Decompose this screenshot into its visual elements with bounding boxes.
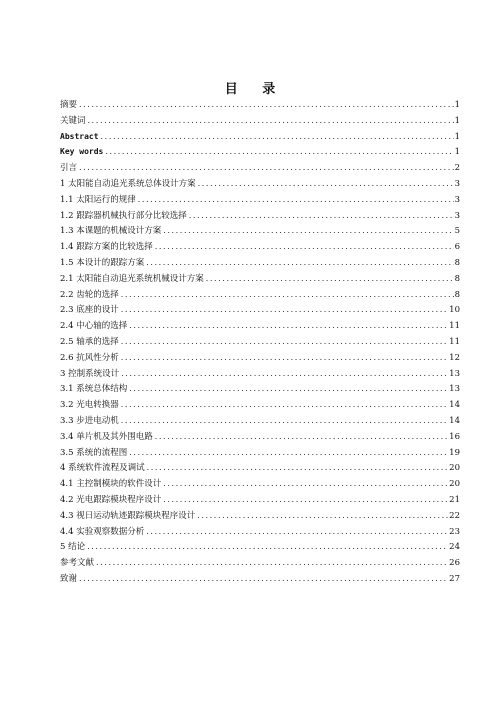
toc-entry[interactable] xyxy=(60,208,460,224)
toc-leader-dots xyxy=(163,492,448,508)
toc-entry-page: 1 xyxy=(454,100,460,110)
toc-entry-page: 21 xyxy=(449,494,460,505)
toc-entry-page: 3 xyxy=(454,194,460,205)
toc-entry-label: 4.4 实验观察数据分析 xyxy=(60,526,145,537)
toc-title: 目 录 xyxy=(224,82,286,97)
toc-entry-label: 4 系统软件流程及调试 xyxy=(60,463,145,474)
toc-entry-page: 10 xyxy=(449,305,460,316)
toc-entry[interactable] xyxy=(60,555,460,571)
toc-entry[interactable] xyxy=(60,239,460,255)
toc-entry[interactable] xyxy=(60,318,460,334)
toc-leader-dots xyxy=(79,160,454,176)
toc-entry[interactable] xyxy=(60,334,460,350)
toc-entry-page: 1 xyxy=(454,131,460,142)
toc-entry-label: 4.2 光电跟踪模块程序设计 xyxy=(60,494,162,505)
toc-leader-dots xyxy=(121,334,448,350)
toc-entry-page: 11 xyxy=(449,336,460,347)
toc-entry-label: 3.5 系统的流程图 xyxy=(60,447,128,458)
toc-leader-dots xyxy=(121,302,448,318)
toc-entry-page: 5 xyxy=(454,226,460,237)
toc-leader-dots xyxy=(121,350,448,366)
toc-entry-page: 11 xyxy=(449,321,460,332)
toc-entry-label: 4.3 视日运动轨迹跟踪模块程序设计 xyxy=(60,510,196,521)
toc-entry-page: 8 xyxy=(454,257,460,268)
toc-entry-page: 19 xyxy=(449,447,460,458)
toc-entry-label: 2.5 轴承的选择 xyxy=(60,336,119,347)
toc-entry-label: 3.1 系统总体结构 xyxy=(60,384,128,395)
toc-entry-label: 3.3 步进电动机 xyxy=(60,415,119,426)
toc-leader-dots xyxy=(206,271,454,287)
toc-entry[interactable] xyxy=(60,255,460,271)
toc-entry[interactable] xyxy=(60,381,460,397)
toc-leader-dots xyxy=(121,413,448,429)
toc-entry[interactable] xyxy=(60,223,460,239)
toc-entry[interactable] xyxy=(60,287,460,303)
toc-entry-page: 24 xyxy=(449,542,460,553)
toc-entry[interactable] xyxy=(60,271,460,287)
toc-entry-label: 摘要 xyxy=(60,100,78,110)
toc-leader-dots xyxy=(101,129,454,145)
toc-entry-page: 8 xyxy=(454,273,460,284)
toc-entry-page: 1 xyxy=(454,115,460,126)
toc-leader-dots xyxy=(163,223,453,239)
toc-leader-dots xyxy=(155,239,454,255)
toc-entry[interactable] xyxy=(60,476,460,492)
toc-entry-label: Abstract xyxy=(60,131,99,141)
toc-entry-label: 关键词 xyxy=(60,115,86,126)
toc-leader-dots xyxy=(88,113,454,129)
toc-entry[interactable] xyxy=(60,460,460,476)
toc-leader-dots xyxy=(121,287,454,303)
toc-entry-page: 22 xyxy=(449,510,460,521)
toc-entry-page: 3 xyxy=(454,178,460,189)
toc-entry[interactable] xyxy=(60,129,460,145)
toc-entry-label: 2.1 太阳能自动追光系统机械设计方案 xyxy=(60,273,204,284)
toc-entry-label: 1.3 本课题的机械设计方案 xyxy=(60,226,162,237)
toc-entry[interactable] xyxy=(60,524,460,540)
toc-entry-label: 致谢 xyxy=(60,573,78,584)
toc-leader-dots xyxy=(87,539,448,555)
toc-leader-dots xyxy=(105,144,453,160)
toc-entry-label: 2.6 抗风性分析 xyxy=(60,352,119,363)
toc-entry-page: 27 xyxy=(449,573,460,584)
toc-leader-dots xyxy=(147,460,449,476)
toc-entry-label: 2.2 齿轮的选择 xyxy=(60,289,119,300)
toc-entry-page: 16 xyxy=(449,431,460,442)
toc-entry[interactable] xyxy=(60,113,460,129)
toc-entry-label: 5 结论 xyxy=(60,542,86,553)
toc-entry-page: 13 xyxy=(449,368,460,379)
toc-entry-page: 1 xyxy=(454,147,460,158)
toc-leader-dots xyxy=(129,318,448,334)
toc-entry-page: 8 xyxy=(454,289,460,300)
toc-entry-page: 6 xyxy=(454,242,460,253)
toc-entry[interactable] xyxy=(60,492,460,508)
toc-entry[interactable] xyxy=(60,571,460,587)
toc-entry[interactable] xyxy=(60,429,460,445)
toc-leader-dots xyxy=(121,366,448,382)
toc-entry[interactable] xyxy=(60,445,460,461)
toc-entry-label: 1.4 跟踪方案的比较选择 xyxy=(60,242,153,253)
toc-entry-label: 4.1 主控制模块的软件设计 xyxy=(60,479,162,490)
toc-entry-page: 23 xyxy=(449,526,460,537)
toc-entry-page: 14 xyxy=(449,400,460,411)
toc-entry-label: 1.5 本设计的跟踪方案 xyxy=(60,257,145,268)
toc-entry-label: 1.2 跟踪器机械执行部分比较选择 xyxy=(60,210,187,221)
toc-entry[interactable] xyxy=(60,413,460,429)
toc-entry[interactable] xyxy=(60,350,460,366)
toc-leader-dots xyxy=(138,192,454,208)
toc-entry-page: 14 xyxy=(449,415,460,426)
toc-entry-label: 1 太阳能自动追光系统总体设计方案 xyxy=(60,178,196,189)
toc-entry-page: 12 xyxy=(449,352,460,363)
toc-list xyxy=(60,97,460,587)
toc-entry[interactable] xyxy=(60,176,460,192)
toc-leader-dots xyxy=(146,524,448,540)
toc-entry-label: Key words xyxy=(60,147,104,157)
toc-entry[interactable] xyxy=(60,397,460,413)
toc-entry-label: 参考文献 xyxy=(60,558,95,569)
toc-leader-dots xyxy=(121,397,448,413)
toc-entry-page: 2 xyxy=(454,163,460,174)
toc-leader-dots xyxy=(155,429,448,445)
toc-entry-label: 引言 xyxy=(60,163,78,174)
toc-entry[interactable] xyxy=(60,192,460,208)
toc-leader-dots xyxy=(129,381,448,397)
toc-entry[interactable] xyxy=(60,97,460,113)
toc-leader-dots xyxy=(197,508,448,524)
toc-entry[interactable] xyxy=(60,508,460,524)
toc-entry-page: 26 xyxy=(449,558,460,569)
toc-entry-label: 2.4 中心轴的选择 xyxy=(60,321,128,332)
toc-entry[interactable] xyxy=(60,366,460,382)
toc-entry[interactable] xyxy=(60,144,460,160)
toc-leader-dots xyxy=(163,476,448,492)
toc-entry-page: 3 xyxy=(454,210,460,221)
toc-leader-dots xyxy=(79,97,454,113)
toc-entry-label: 3 控制系统设计 xyxy=(60,368,120,379)
toc-leader-dots xyxy=(96,555,448,571)
toc-entry-label: 2.3 底座的设计 xyxy=(60,305,119,316)
toc-entry-page: 13 xyxy=(449,384,460,395)
toc-entry-page: 20 xyxy=(449,463,460,474)
toc-entry-label: 3.2 光电转换器 xyxy=(60,400,119,411)
toc-leader-dots xyxy=(146,255,453,271)
toc-leader-dots xyxy=(79,571,448,587)
toc-leader-dots xyxy=(129,445,448,461)
toc-entry[interactable] xyxy=(60,539,460,555)
toc-entry[interactable] xyxy=(60,160,460,176)
toc-entry-label: 3.4 单片机及其外围电路 xyxy=(60,431,153,442)
toc-leader-dots xyxy=(198,176,454,192)
toc-entry-label: 1.1 太阳运行的规律 xyxy=(60,194,136,205)
toc-entry[interactable] xyxy=(60,302,460,318)
toc-leader-dots xyxy=(189,208,454,224)
toc-entry-page: 20 xyxy=(449,479,460,490)
